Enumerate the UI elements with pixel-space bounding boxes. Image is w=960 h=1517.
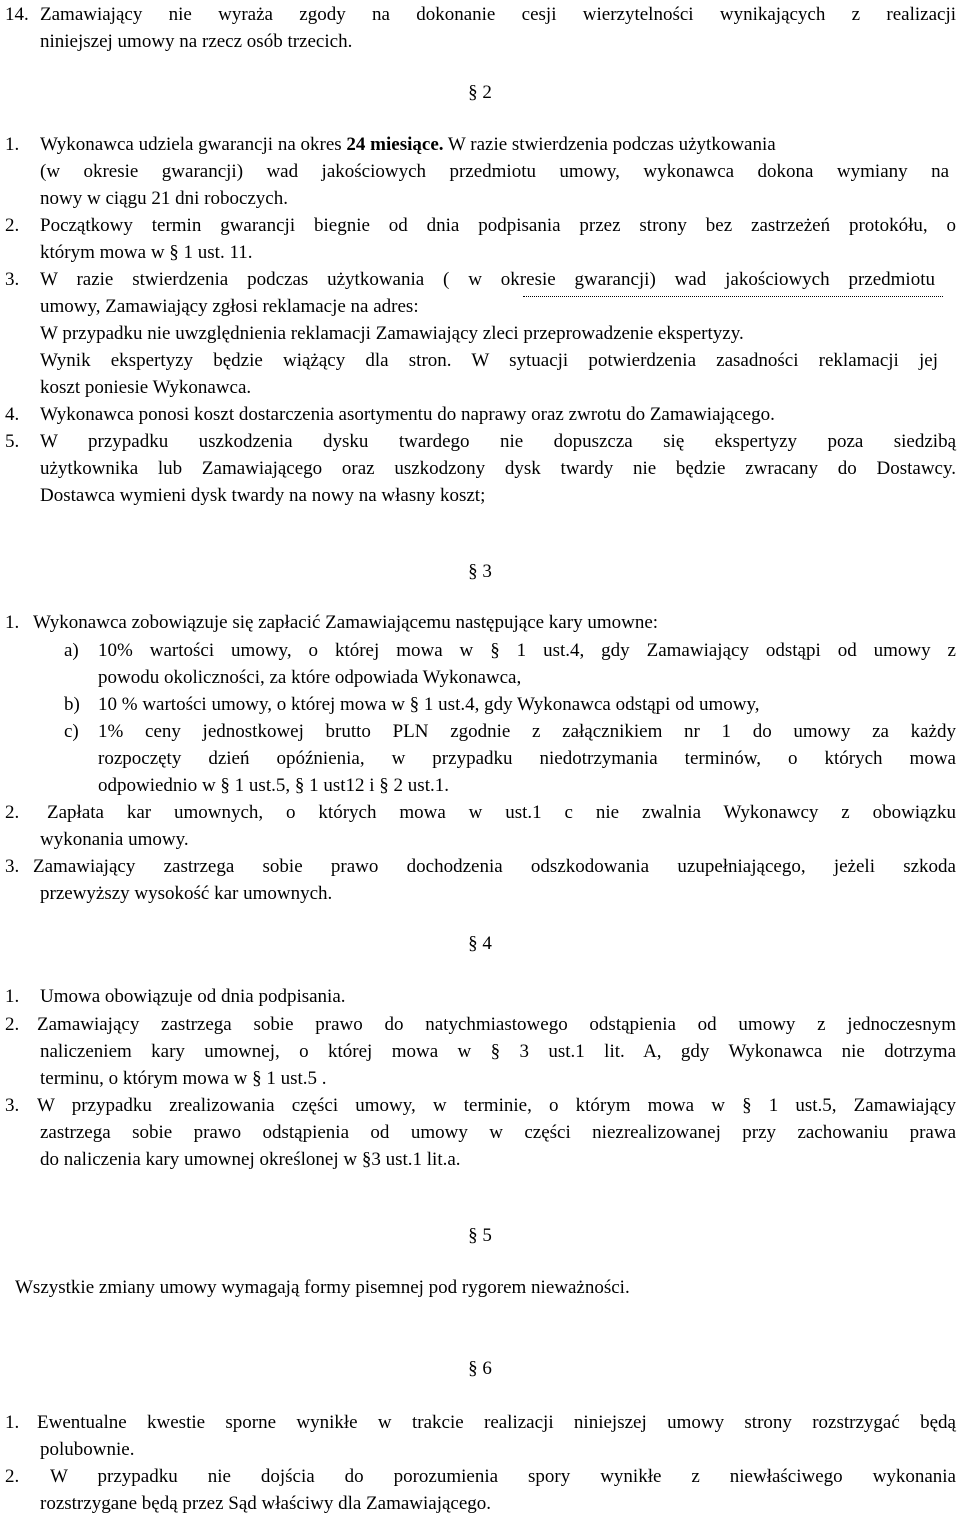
paragraph-line: W przypadku nie dojścia do porozumienia spory wynikłe z niewłaściwego wykonania: [50, 1466, 956, 1487]
paragraph-line: [40, 131, 776, 158]
paragraph-line: rozstrzygane będą przez Sąd właściwy dla Zamawiającego.: [40, 1493, 492, 1514]
list-letter: a): [64, 640, 79, 661]
paragraph-line: Umowa obowiązuje od dnia podpisania.: [40, 986, 346, 1007]
list-number: 3.: [5, 269, 20, 290]
list-number: 2.: [5, 1466, 20, 1487]
paragraph-line: 10 % wartości umowy, o której mowa w § 1 ust.4, gdy Wykonawca odstąpi od umowy,: [98, 694, 760, 715]
paragraph-line: którym mowa w § 1 ust. 11.: [40, 242, 253, 263]
text-run: W razie stwierdzenia podczas użytkowania: [443, 134, 776, 155]
paragraph-line: użytkownika lub Zamawiającego oraz uszkodzony dysk twardy nie będzie zwracany do Dostawcy.: [40, 458, 956, 479]
paragraph-line: W przypadku uszkodzenia dysku twardego nie dopuszcza się ekspertyzy poza siedzibą: [40, 431, 956, 452]
paragraph-line: wykonania umowy.: [40, 829, 189, 850]
list-number: 1.: [5, 612, 20, 633]
paragraph-line: terminu, o którym mowa w § 1 ust.5 .: [40, 1068, 327, 1089]
paragraph-line: W przypadku nie uwzględnienia reklamacji Zamawiający zleci przeprowadzenie ekspertyzy.: [40, 323, 744, 344]
section-heading: § 3: [468, 561, 492, 582]
list-number: 14.: [5, 4, 29, 25]
list-letter: c): [64, 721, 79, 742]
paragraph-line: polubownie.: [40, 1439, 135, 1460]
address-dotted-placeholder: [523, 296, 943, 297]
list-number: 5.: [5, 431, 20, 452]
paragraph-line: W razie stwierdzenia podczas użytkowania ( w okresie gwarancji) wad jakościowych przedmiotu: [40, 269, 935, 290]
paragraph-line: Wykonawca zobowiązuje się zapłacić Zamawiającemu następujące kary umowne:: [33, 612, 659, 633]
list-number: 3.: [5, 856, 20, 877]
paragraph-line: Ewentualne kwestie sporne wynikłe w trakcie realizacji niniejszej umowy strony rozstrzygać będą: [37, 1412, 956, 1433]
section-heading: § 5: [468, 1225, 492, 1246]
paragraph-line: rozpoczęty dzień opóźnienia, w przypadku niedotrzymania terminów, o których mowa: [98, 748, 956, 769]
paragraph-line: naliczeniem kary umownej, o której mowa w § 3 ust.1 lit. A, gdy Wykonawca nie dotrzyma: [40, 1041, 956, 1062]
paragraph-line: powodu okoliczności, za które odpowiada Wykonawca,: [98, 667, 522, 688]
text-run: Wykonawca udziela gwarancji na okres: [40, 134, 347, 155]
paragraph-line: Zapłata kar umownych, o których mowa w ust.1 c nie zwalnia Wykonawcy z obowiązku: [47, 802, 956, 823]
list-number: 3.: [5, 1095, 20, 1116]
paragraph-line: Początkowy termin gwarancji biegnie od dnia podpisania przez strony bez zastrzeżeń protokółu, o: [40, 215, 956, 236]
paragraph-line: niniejszej umowy na rzecz osób trzecich.: [40, 31, 353, 52]
paragraph-line: Wykonawca ponosi koszt dostarczenia asortymentu do naprawy oraz zwrotu do Zamawiającego.: [40, 404, 775, 425]
paragraph-line: zastrzega sobie prawo odstąpienia od umowy w części niezrealizowanej przy zachowaniu prawa: [40, 1122, 956, 1143]
section-heading: § 6: [468, 1358, 492, 1379]
paragraph-line: przewyższy wysokość kar umownych.: [40, 883, 333, 904]
list-number: 4.: [5, 404, 20, 425]
paragraph-line: 10% wartości umowy, o której mowa w § 1 ust.4, gdy Zamawiający odstąpi od umowy z: [98, 640, 956, 661]
paragraph-line: 1% ceny jednostkowej brutto PLN zgodnie z załącznikiem nr 1 do umowy za każdy: [98, 721, 956, 742]
paragraph-line: nowy w ciągu 21 dni roboczych.: [40, 188, 288, 209]
paragraph-line: do naliczenia kary umownej określonej w §3 ust.1 lit.a.: [40, 1149, 461, 1170]
list-number: 1.: [5, 986, 20, 1007]
list-number: 1.: [5, 134, 20, 155]
paragraph-line: Zamawiający zastrzega sobie prawo do natychmiastowego odstąpienia od umowy z jednoczesnym: [37, 1014, 956, 1035]
paragraph-line: umowy, Zamawiający zgłosi reklamacje na adres:: [40, 296, 419, 317]
list-number: 2.: [5, 802, 20, 823]
paragraph-line: W przypadku zrealizowania części umowy, w terminie, o którym mowa w § 1 ust.5, Zamawiający: [37, 1095, 956, 1116]
section-heading: § 4: [468, 933, 492, 954]
paragraph-line: Wynik ekspertyzy będzie wiążący dla stron. W sytuacji potwierdzenia zasadności reklamacji jej: [40, 350, 938, 371]
paragraph-line: Zamawiający nie wyraża zgody na dokonanie cesji wierzytelności wynikających z realizacji: [40, 4, 956, 25]
paragraph-line: Zamawiający zastrzega sobie prawo dochodzenia odszkodowania uzupełniającego, jeżeli szkoda: [33, 856, 956, 877]
paragraph-line: (w okresie gwarancji) wad jakościowych przedmiotu umowy, wykonawca dokona wymiany na: [40, 161, 949, 182]
bold-text: 24 miesiące.: [346, 134, 444, 155]
list-number: 2.: [5, 1014, 20, 1035]
paragraph-line: Wszystkie zmiany umowy wymagają formy pisemnej pod rygorem nieważności.: [15, 1277, 630, 1298]
paragraph-line: koszt poniesie Wykonawca.: [40, 377, 252, 398]
list-number: 1.: [5, 1412, 20, 1433]
list-letter: b): [64, 694, 80, 715]
paragraph-line: Dostawca wymieni dysk twardy na nowy na własny koszt;: [40, 485, 486, 506]
list-number: 2.: [5, 215, 20, 236]
paragraph-line: odpowiednio w § 1 ust.5, § 1 ust12 i § 2 ust.1.: [98, 775, 449, 796]
section-heading: § 2: [468, 82, 492, 103]
